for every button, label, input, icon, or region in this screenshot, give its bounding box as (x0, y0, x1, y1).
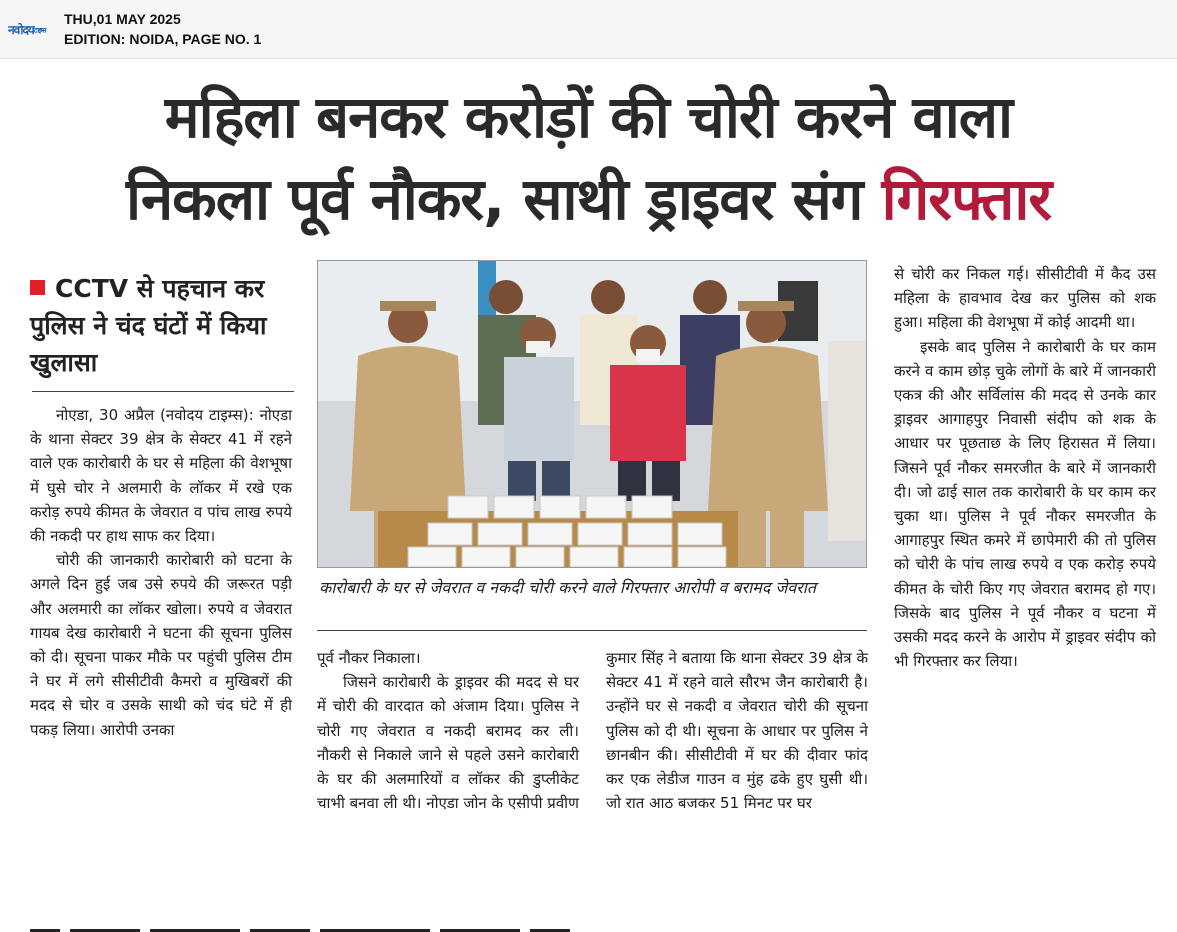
article-headline (0, 76, 1177, 240)
article-column-4 (894, 262, 1156, 673)
col1-paragraph-1: नोएडा, 30 अप्रैल (नवोदय टाइम्स): नोएडा के थाना सेक्टर 39 क्षेत्र के सेक्टर 41 में रहने वाले एक कारोबारी के घर से महिला की वेशभूषा में घुसे चोर ने अलमारी के लॉकर में रखे एक करोड़ रुपये कीमत के जेवरात व पांच लाख रुपये की नकदी पर हाथ साफ कर दिया। (30, 406, 292, 546)
page-header (0, 0, 1177, 59)
headline-line-1: महिला बनकर करोड़ों की चोरी करने वाला (164, 83, 1013, 151)
logo-suffix: टाइम्स (33, 26, 46, 35)
photo-caption: कारोबारी के घर से जेवरात व नकदी चोरी करने वाले गिरफ्तार आरोपी व बरामद जेवरात (319, 578, 817, 597)
col2-paragraph-1: पूर्व नौकर निकाला। (317, 649, 421, 667)
article-subheading (30, 270, 295, 381)
news-photo[interactable] (317, 260, 867, 568)
subheading-text: CCTV से पहचान कर पुलिस ने चंद घंटों में किया खुलासा (30, 274, 267, 377)
col4-paragraph-1: से चोरी कर निकल गई। सीसीटीवी में कैद उस महिला के हावभाव देख कर पुलिस को शक हुआ। महिला की वेशभूषा में कोई आदमी था। (894, 265, 1156, 332)
headline-line-2 (0, 158, 1177, 240)
caption-divider (317, 630, 867, 631)
subheading-divider (32, 391, 294, 392)
edition-label: EDITION: NOIDA, PAGE NO. 1 (64, 31, 262, 47)
article-column-3 (606, 646, 868, 815)
col1-paragraph-2: चोरी की जानकारी कारोबारी को घटना के अगले दिन हुई जब उसे रुपये की जरूरत पड़ी और अलमारी का लॉकर खोला। रुपये व जेवरात गायब देख कारोबारी ने घटना की सूचना पुलिस को दी। सूचना पाकर मौके पर पहुंची पुलिस टीम ने घर में लगे सीसीटीवी कैमरो व मुखिबरों की मदद से चोर व उसके साथी को चंद घंटे में ही पकड़ लिया। आरोपी उनका (30, 551, 292, 739)
headline-line-2-text: निकला पूर्व नौकर, साथी ड्राइवर संग (125, 165, 863, 233)
logo-text: नवोदय (8, 23, 34, 37)
col3-paragraph-1: कुमार सिंह ने बताया कि थाना सेक्टर 39 क्षेत्र के सेक्टर 41 में रहने वाले सौरभ जैन कारोबारी है। उन्होंने घर से नकदी व जेवरात चोरी की सूचना पुलिस को दी थी। सूचना के आधार पर पुलिस ने छानबीन की। सीसीटीवी में घर की दीवार फांद कर एक लेडीज गाउन व मुंह ढके हुए घुसी थी। जो रात आठ बजकर 51 मिनट पर घर (606, 649, 868, 813)
headline-accent: गिरफ्तार (881, 165, 1052, 233)
bullet-square-icon (30, 280, 45, 295)
next-headline-fragment (30, 920, 590, 932)
article-column-2 (317, 646, 579, 815)
newspaper-logo[interactable] (8, 19, 52, 41)
edition-date: THU,01 MAY 2025 (64, 11, 181, 27)
col4-paragraph-2: इसके बाद पुलिस ने कारोबारी के घर काम करने व काम छोड़ चुके लोगों के बारे में जानकारी एकत्र की और सर्विलांस की मदद से उनके कार ड्राइवर आगाहपुर निवासी संदीप को शक के आधार पर पूछताछ के लिए हिरासत में लिया। जिसने पूर्व नौकर समरजीत के बारे में जानकारी दी। जो ढाई साल तक कारोबारी के घर काम कर चुका था। पुलिस ने पूर्व नौकर समरजीत के आगाहपुर स्थित कमरे में छापेमारी की तो पुलिस को चोरी के पांच लाख रुपये व एक करोड़ रुपये कीमत के चोरी किए गए जेवरात बरामद हो गए। जिसके बाद पुलिस ने पूर्व नौकर व घटना में उसकी मदद करने के आरोप में ड्राइवर संदीप को भी गिरफ्तार कर लिया। (894, 337, 1156, 671)
edition-info (64, 9, 261, 49)
photo-illustration (318, 261, 866, 567)
col2-paragraph-2: जिसने कारोबारी के ड्राइवर की मदद से घर में चोरी की वारदात को अंजाम दिया। पुलिस ने चोरी गए जेवरात व नकदी बरामद कर ली। नौकरी से निकाले जाने से पहले उसने कारोबारी के घर की अलमारियों व लॉकर की डुप्लीकेट चाभी बनवा ली थी। नोएडा जोन के एसीपी प्रवीण (317, 673, 579, 813)
article-column-1 (30, 403, 292, 742)
